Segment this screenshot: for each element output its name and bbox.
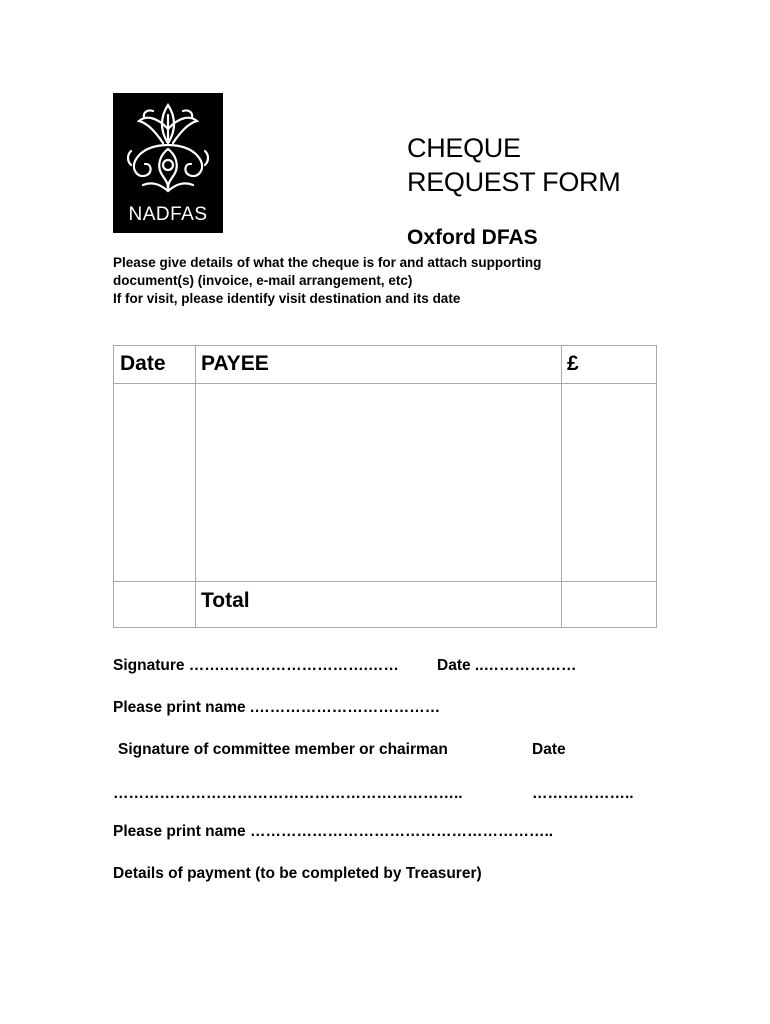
payment-table: [113, 345, 657, 628]
amount-cell[interactable]: [562, 384, 656, 581]
committee-signature-label: Signature of committee member or chairman: [118, 741, 448, 758]
signature-date-field[interactable]: Date ..………………: [437, 657, 577, 674]
ornamental-leaf-icon: [113, 93, 223, 203]
date-cell[interactable]: [114, 384, 195, 581]
organisation-name: Oxford DFAS: [407, 226, 538, 249]
committee-date-label: Date: [532, 741, 566, 758]
nadfas-logo: [113, 93, 223, 233]
total-label: Total: [201, 589, 250, 612]
page-title-line-1: CHEQUE: [407, 133, 521, 163]
instruction-line-3: If for visit, please identify visit destination and its date: [113, 291, 461, 306]
committee-signature-field[interactable]: …………………………………………………………..: [113, 785, 463, 802]
column-header-amount: £: [567, 352, 579, 375]
column-header-date: Date: [120, 352, 166, 375]
signature-field[interactable]: Signature …….……………………….……: [113, 657, 399, 674]
payee-cell[interactable]: [196, 384, 561, 581]
committee-print-name-field[interactable]: Please print name …………………………………………………..: [113, 823, 554, 840]
page-title-line-2: REQUEST FORM: [407, 167, 621, 197]
logo-text: NADFAS: [128, 204, 208, 225]
committee-date-field[interactable]: ………………..: [532, 785, 634, 802]
instruction-line-2: document(s) (invoice, e-mail arrangement, etc): [113, 273, 413, 288]
instruction-line-1: Please give details of what the cheque is for and attach supporting: [113, 255, 542, 270]
print-name-field[interactable]: Please print name .………………………………: [113, 699, 441, 716]
total-amount-cell[interactable]: [562, 582, 656, 627]
column-header-payee: PAYEE: [201, 352, 269, 375]
payment-details-label: Details of payment (to be completed by Treasurer): [113, 865, 482, 882]
